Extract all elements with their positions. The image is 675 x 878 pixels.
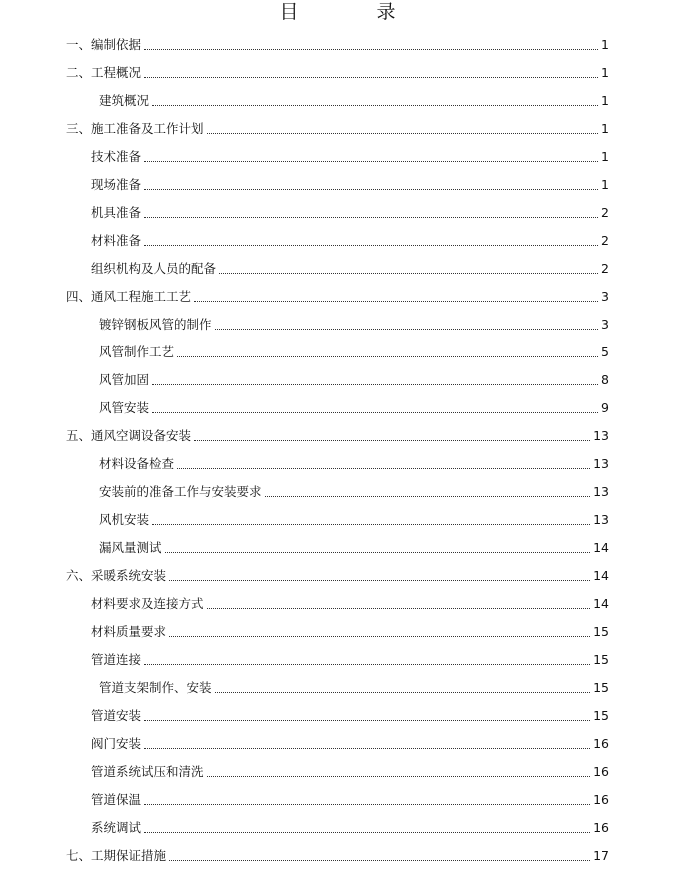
toc-entry-label: 材料要求及连接方式 [91,596,204,611]
toc-entry[interactable] [91,788,609,808]
toc-entry-label: 四、通风工程施工工艺 [66,288,192,304]
toc-entry[interactable] [91,257,609,277]
dot-leader [169,635,590,637]
toc-entry[interactable] [99,536,609,556]
toc-entry-page: 15 [593,707,609,723]
toc-entry[interactable] [99,508,609,528]
toc-entry-page: 1 [601,37,609,52]
toc-entry-page: 16 [593,819,609,835]
dot-leader [144,160,598,162]
dot-leader [169,579,590,581]
toc-entry-label: 三、施工准备及工作计划 [66,120,204,136]
toc-entry-page: 1 [601,64,609,80]
toc-entry[interactable] [91,145,609,165]
toc-entry-page: 1 [601,148,609,164]
toc-entry-page: 13 [593,428,609,444]
toc-entry-page: 14 [593,596,609,611]
dot-leader [144,244,598,246]
toc-entry[interactable] [91,732,609,752]
toc-entry-page: 3 [601,316,609,332]
toc-entry-label: 系统调试 [91,819,142,835]
toc-entry-label: 二、工程概况 [66,64,142,80]
toc-entry-page: 1 [601,92,609,108]
dot-leader [194,300,598,302]
toc-entry-label: 材料设备检查 [99,456,175,472]
toc-entry[interactable] [66,33,609,53]
dot-leader [152,104,598,106]
dot-leader [169,859,590,861]
toc-entry[interactable] [99,452,609,472]
dot-leader [207,607,591,609]
toc-entry-page: 2 [601,260,609,276]
dot-leader [144,48,598,50]
toc-entry-page: 1 [601,176,609,192]
toc-entry[interactable] [66,285,609,305]
dot-leader [177,355,598,357]
toc-entry[interactable] [66,61,609,81]
toc-entry-label: 阀门安装 [91,735,142,751]
toc-entry-page: 14 [593,568,609,584]
toc-entry[interactable] [91,648,609,668]
toc-entry-label: 漏风量测试 [99,540,162,556]
toc-entry-label: 安装前的准备工作与安装要求 [99,484,262,500]
toc-entry-label: 建筑概况 [99,92,150,108]
toc-entry[interactable] [99,340,609,360]
toc-entry-label: 管道连接 [91,651,142,667]
toc-entry-page: 16 [593,791,609,807]
dot-leader [215,691,591,693]
toc-entry-page: 15 [593,651,609,667]
dot-leader [144,663,590,665]
dot-leader [144,216,598,218]
toc-entry-page: 15 [593,679,609,695]
toc-entry-page: 9 [601,400,609,416]
dot-leader [144,719,590,721]
dot-leader [177,467,590,469]
toc-entry[interactable] [66,117,609,137]
toc-entry[interactable] [91,229,609,249]
toc-entry-label: 组织机构及人员的配备 [91,260,217,276]
dot-leader [194,439,590,441]
dot-leader [152,523,590,525]
toc-entry[interactable] [99,480,609,500]
toc-entry[interactable] [66,424,609,444]
toc-entry[interactable] [91,816,609,836]
dot-leader [152,411,598,413]
toc-entry-page: 13 [593,512,609,528]
toc-entry-page: 2 [601,232,609,248]
toc-entry-label: 管道系统试压和清洗 [91,763,204,779]
toc-entry-label: 风管安装 [99,400,150,416]
toc-entry-page: 8 [601,372,609,388]
toc-entry-page: 13 [593,456,609,472]
toc-entry-label: 五、通风空调设备安装 [66,428,192,444]
toc-entry[interactable] [66,564,609,584]
toc-entry[interactable] [91,760,609,780]
toc-entry-label: 一、编制依据 [66,37,142,52]
toc-entry-label: 管道保温 [91,791,142,807]
toc-entry[interactable] [99,313,609,333]
toc-entry-label: 材料质量要求 [91,623,167,639]
toc-entry-page: 5 [601,344,609,360]
dot-leader [219,272,598,274]
toc-entry[interactable] [91,620,609,640]
toc-entry[interactable] [91,201,609,221]
dot-leader [144,188,598,190]
toc-entry-page: 13 [593,484,609,500]
toc-entry-page: 15 [593,623,609,639]
toc-entry-label: 现场准备 [91,176,142,192]
toc-entry[interactable] [99,89,609,109]
toc-entry-label: 七、工期保证措施 [66,847,167,863]
toc-entry-label: 风管制作工艺 [99,344,175,360]
page-title: 目 录 [279,1,432,23]
toc-entry[interactable] [99,676,609,696]
dot-leader [207,132,598,134]
toc-entry-label: 技术准备 [91,148,142,164]
toc-entry-page: 3 [601,288,609,304]
dot-leader [165,551,591,553]
toc-entry[interactable] [91,173,609,193]
dot-leader [144,831,590,833]
toc-entry-label: 镀锌钢板风管的制作 [99,316,212,332]
dot-leader [144,76,598,78]
toc-entry-page: 16 [593,735,609,751]
toc-entry-label: 管道安装 [91,707,142,723]
toc-entry[interactable] [91,592,609,612]
toc-entry[interactable] [99,368,609,388]
toc-entry-page: 17 [593,847,609,863]
toc-entry-label: 管道支架制作、安装 [99,679,212,695]
toc-entry-page: 1 [601,120,609,136]
toc-entry-label: 六、采暖系统安装 [66,568,167,584]
toc-entry[interactable] [91,704,609,724]
dot-leader [215,328,598,330]
dot-leader [144,747,590,749]
toc-entry[interactable] [99,396,609,416]
dot-leader [265,495,591,497]
toc-entry-label: 风管加固 [99,372,150,388]
toc-entry-label: 机具准备 [91,204,142,220]
dot-leader [207,775,591,777]
dot-leader [152,383,598,385]
toc-entry-label: 材料准备 [91,232,142,248]
toc-entry-page: 14 [593,540,609,556]
toc-entry-label: 风机安装 [99,512,150,528]
dot-leader [144,803,590,805]
toc-entry-page: 16 [593,763,609,779]
toc-entry[interactable] [66,844,609,864]
toc-entry-page: 2 [601,204,609,220]
